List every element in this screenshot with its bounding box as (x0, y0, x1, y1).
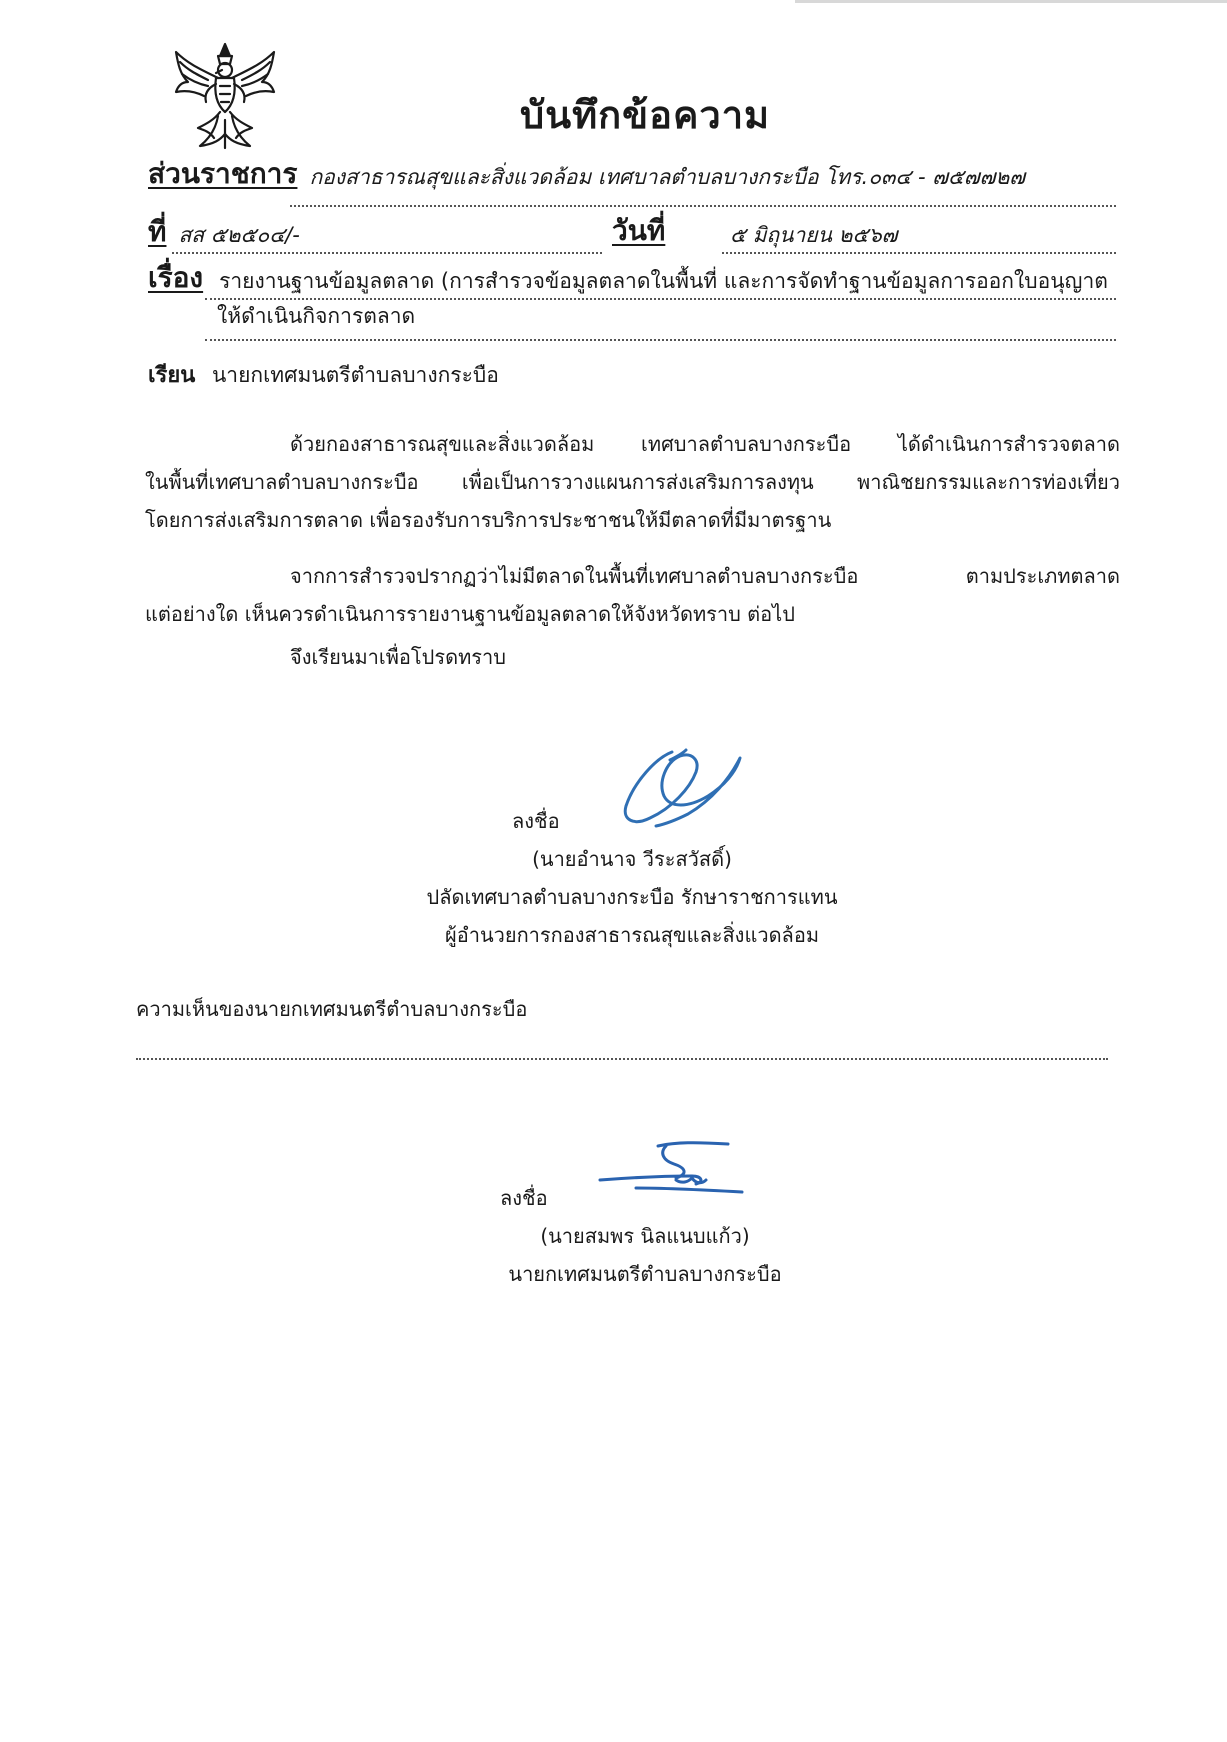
date-label: วันที่ (612, 214, 666, 247)
subject-line2: ให้ดำเนินกิจการตลาด (217, 304, 416, 328)
signature-2-name: (นายสมพร นิลแนบแก้ว) (540, 1224, 750, 1248)
subject-dotline-1 (205, 298, 1116, 300)
paragraph-1-line: ในพื้นที่เทศบาลตำบลบางกระบือ เพื่อเป็นการวางแผนการส่งเสริมการลงทุน พาณิชยกรรมและการท่องเที่ยว (145, 470, 1120, 494)
date-dotline (722, 252, 1116, 254)
memo-title: บันทึกข้อความ (520, 93, 771, 137)
signature-2-block (475, 1217, 815, 1293)
salutation (148, 360, 499, 391)
signature-2-handwritten (596, 1138, 746, 1208)
paragraph-2-line: จากการสำรวจปรากฏว่าไม่มีตลาดในพื้นที่เทศบาลตำบลบางกระบือ ตามประเภทตลาด (290, 564, 1120, 588)
signature-2-label: ลงชื่อ (500, 1186, 548, 1210)
opinion-label: ความเห็นของนายกเทศมนตรีตำบลบางกระบือ (136, 997, 528, 1021)
paragraph-2-line: แต่อย่างใด เห็นควรดำเนินการรายงานฐานข้อมูลตลาดให้จังหวัดทราบ ต่อไป (145, 602, 795, 626)
paragraph-1 (145, 425, 1120, 539)
paragraph-1-line: ด้วยกองสาธารณสุขและสิ่งแวดล้อม เทศบาลตำบลบางกระบือ ได้ดำเนินการสำรวจตลาด (290, 432, 1120, 456)
reference-label: ที่ (148, 215, 167, 248)
subject-label: เรื่อง (148, 261, 204, 294)
closing-text: จึงเรียนมาเพื่อโปรดทราบ (290, 645, 506, 669)
signature-1-label: ลงชื่อ (512, 809, 560, 833)
signature-1-position-2: ผู้อำนวยการกองสาธารณสุขและสิ่งแวดล้อม (444, 923, 820, 947)
opinion-dotline (136, 1058, 1108, 1060)
department-value: กองสาธารณสุขและสิ่งแวดล้อม เทศบาลตำบลบางกระบือ โทร.๐๓๔ - ๗๕๗๗๒๗ (309, 165, 1026, 189)
scan-edge-mark (795, 0, 1227, 3)
department-dotline (290, 205, 1116, 207)
reference-value: สส ๕๒๕๐๔/- (178, 223, 300, 247)
subject-row (148, 256, 1108, 296)
department-label: ส่วนราชการ (148, 157, 298, 190)
garuda-emblem-icon (170, 40, 280, 152)
subject-dotline-2 (205, 339, 1116, 341)
signature-1-block (402, 840, 862, 954)
signature-1-name: (นายอำนาจ วีระสวัสดิ์) (532, 847, 732, 871)
reference-row (148, 210, 300, 250)
signature-2-position: นายกเทศมนตรีตำบลบางกระบือ (508, 1262, 782, 1286)
salutation-label: เรียน (148, 363, 196, 388)
salutation-value: นายกเทศมนตรีตำบลบางกระบือ (211, 363, 499, 387)
paragraph-1-line: โดยการส่งเสริมการตลาด เพื่อรองรับการบริการประชาชนให้มีตลาดที่มีมาตรฐาน (145, 508, 832, 532)
subject-line1: รายงานฐานข้อมูลตลาด (การสำรวจข้อมูลตลาดในพื้นที่ และการจัดทำฐานข้อมูลการออกใบอนุญาต (219, 269, 1108, 293)
reference-dotline (172, 252, 602, 254)
department-row (148, 152, 1025, 192)
signature-1-position-1: ปลัดเทศบาลตำบลบางกระบือ รักษาราชการแทน (426, 885, 838, 909)
paragraph-2 (145, 557, 1120, 633)
date-value: ๕ มิถุนายน ๒๕๖๗ (730, 223, 898, 247)
signature-1-handwritten (612, 738, 747, 830)
